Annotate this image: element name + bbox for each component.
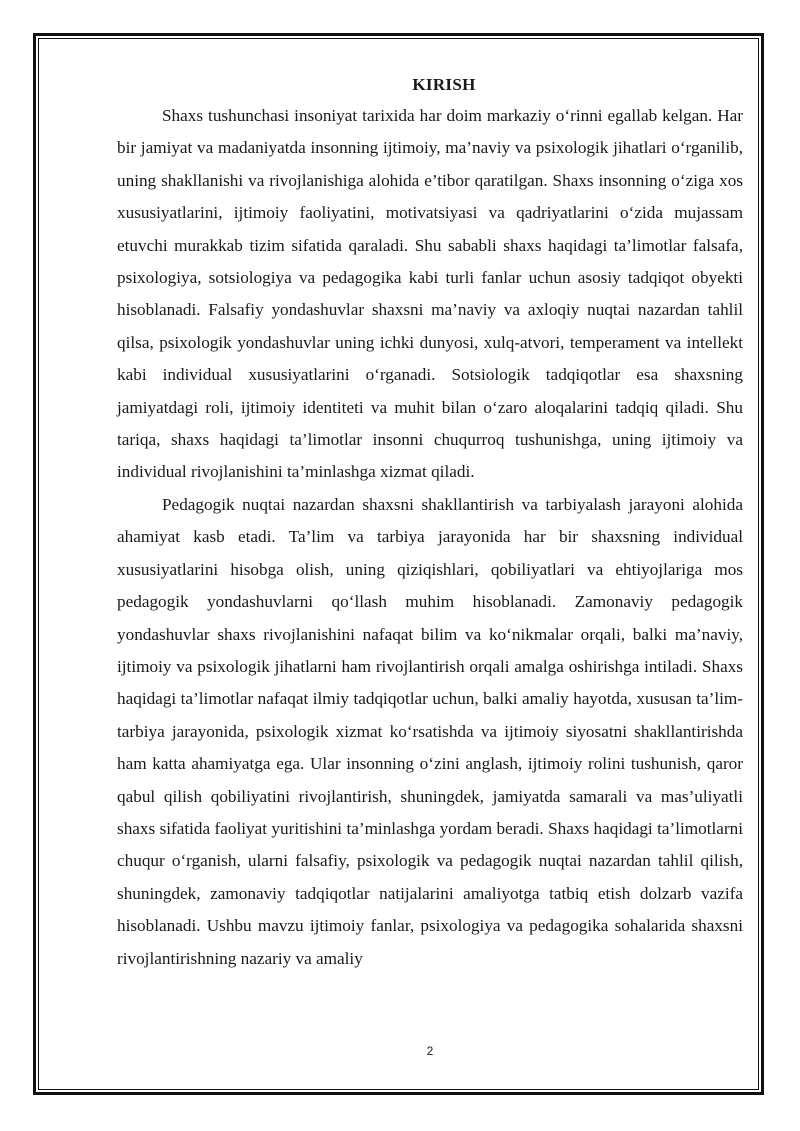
paragraph-1: Shaxs tushunchasi insoniyat tarixida har doim markaziy o‘rinni egallab kelgan. Har bir jamiyat va madaniyatda insonning ijtimoiy, ma’naviy va psixologik jihatlari o‘rganilib, uning shakllanishi va rivojlanishiga alohida e’tibor qaratilgan. Shaxs insonning o‘ziga xos xususiyatlarini, ijtimoiy faoliyatini, motivatsiyasi va qadriyatlarini o‘zida mujassam etuvchi murakkab tizim sifatida qaraladi. Shu sababli shaxs haqidagi ta’limotlar falsafa, psixologiya, sotsiologiya va pedagogika kabi turli fanlar uchun asosiy tadqiqot obyekti hisoblanadi. Falsafiy yondashuvlar shaxsni ma’naviy va axloqiy nuqtai nazardan tahlil qilsa, psixologik yondashuvlar uning ichki dunyosi, xulq-atvori, temperament va intellekt kabi individual xususiyatlarini o‘rganadi. Sotsiologik tadqiqotlar esa shaxsning jamiyatdagi roli, ijtimoiy identiteti va muhit bilan o‘zaro aloqalarini tadqiq qiladi. Shu tariqa, shaxs haqidagi ta’limotlar insonni chuqurroq tushunishga, uning ijtimoiy va individual rivojlanishini ta’minlashga xizmat qiladi.: [117, 106, 743, 482]
page-number: 2: [426, 1044, 434, 1058]
paragraph-2: Pedagogik nuqtai nazardan shaxsni shakllantirish va tarbiyalash jarayoni alohida ahamiyat kasb etadi. Ta’lim va tarbiya jarayonida har bir shaxsning individual xususiyatlarini hisobga olish, uning qiziqishlari, qobiliyatlari va ehtiyojlariga mos pedagogik yondashuvlarni qo‘llash muhim hisoblanadi. Zamonaviy pedagogik yondashuvlar shaxs rivojlanishini nafaqat bilim va ko‘nikmalar orqali, balki ma’naviy, ijtimoiy va psixologik jihatlarni ham rivojlantirish orqali amalga oshirishga intiladi. Shaxs haqidagi ta’limotlar nafaqat ilmiy tadqiqotlar uchun, balki amaliy hayotda, xususan ta’lim-tarbiya jarayonida, psixologik xizmat ko‘rsatishda va ijtimoiy siyosatni shakllantirishda ham katta ahamiyatga ega. Ular insonning o‘zini anglash, ijtimoiy rolini tushunish, qaror qabul qilish qobiliyatini rivojlantirish, shuningdek, jamiyatda samarali va mas’uliyatli shaxs sifatida faoliyat yuritishini ta’minlashga yordam beradi. Shaxs haqidagi ta’limotlarni chuqur o‘rganish, ularni falsafiy, psixologik va pedagogik nuqtai nazardan tahlil qilish, shuningdek, zamonaviy tadqiqotlar natijalarini amaliyotga tatbiq etish dolzarb vazifa hisoblanadi. Ushbu mavzu ijtimoiy fanlar, psixologiya va pedagogika sohalarida shaxsni rivojlantirishning nazariy va amaliy: [117, 494, 743, 968]
document-body: [117, 70, 743, 975]
section-heading: KIRISH: [412, 75, 476, 94]
